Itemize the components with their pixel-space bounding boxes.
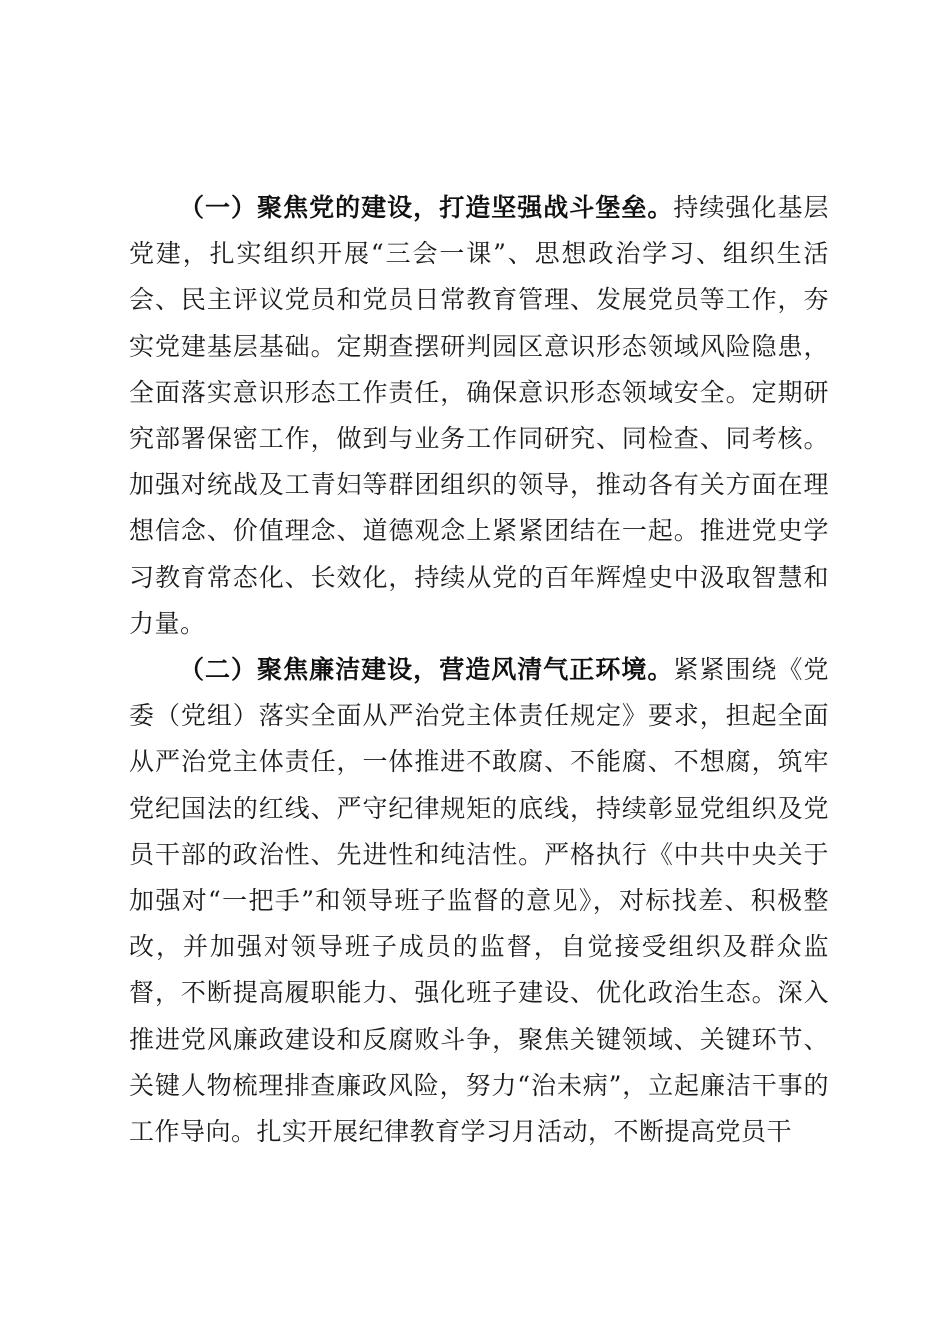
document-body [129,185,829,1155]
paragraph-heading: （一）聚焦党的建设，打造坚强战斗堡垒。 [179,193,674,222]
paragraph-heading: （二）聚焦廉洁建设，营造风清气正环境。 [179,655,674,685]
paragraph-party-building [129,185,829,647]
paragraph-text: 持续强化基层党建，扎实组织开展“三会一课”、思想政治学习、组织生活会、民主评议党员和党员日常教育管理、发展党员等工作，夯实党建基层基础。定期查摆研判园区意识形态领域风险隐患，全面落实意识形态工作责任，确保意识形态领域安全。定期研究部署保密工作，做到与业务工作同研究、同检查、同考核。加强对统战及工青妇等群团组织的领导，推动各有关方面在理想信念、价值理念、道德观念上紧紧团结在一起。推进党史学习教育常态化、长效化，持续从党的百年辉煌史中汲取智慧和力量。 [129,193,829,638]
paragraph-integrity-building [129,647,829,1155]
paragraph-text: 紧紧围绕《党委（党组）落实全面从严治党主体责任规定》要求，担起全面从严治党主体责任，一体推进不敢腐、不能腐、不想腐，筑牢党纪国法的红线、严守纪律规矩的底线，持续彰显党组织及党员干部的政治性、先进性和纯洁性。严格执行《中共中央关于加强对“一把手”和领导班子监督的意见》，对标找差、积极整改，并加强对领导班子成员的监督，自觉接受组织及群众监督，不断提高履职能力、强化班子建设、优化政治生态。深入推进党风廉政建设和反腐败斗争，聚焦关键领域、关键环节、关键人物梳理排查廉政风险，努力“治未病”，立起廉洁干事的工作导向。扎实开展纪律教育学习月活动，不断提高党员干 [129,655,829,1147]
